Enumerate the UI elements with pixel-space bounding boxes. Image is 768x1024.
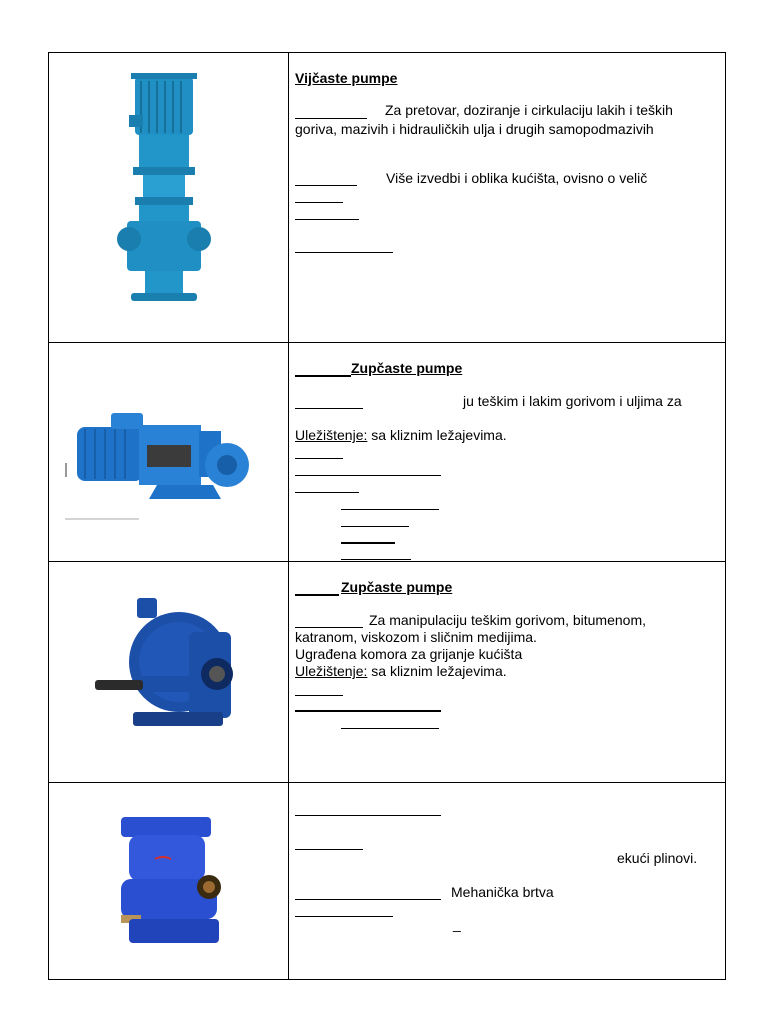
description-text: ekući plinovi. [617,850,698,866]
blank-line [295,849,363,850]
table-row [49,53,725,342]
section-title: Zupčaste pumpe [341,579,453,595]
screw-pump-image [49,53,288,342]
bearing-text [295,427,507,443]
description-text: Za pretovar, doziranje i cirkulaciju lakih i teških [385,102,673,118]
description-text: ju teškim i lakim gorivom i uljima za [463,393,682,409]
blank-line [341,526,409,527]
description-text: katranom, viskozom i sličnim medijima. [295,629,537,645]
pump-table [48,52,726,980]
text-cell [289,562,725,782]
bearing-label: Uležištenje: [295,427,368,443]
blank-line [295,899,441,900]
blank-line [295,627,363,628]
blank-line [295,916,393,917]
blank-line [295,252,393,253]
image-cell [49,53,289,342]
blank-line [341,509,439,510]
bearing-label: Uležištenje: [295,663,368,679]
blank-line [295,202,343,203]
table-row [49,342,725,561]
blank-line [295,710,441,712]
blank-line [341,559,411,560]
blank-line [295,458,343,459]
gear-pump-image [49,343,288,562]
description-text: Ugrađena komora za grijanje kućišta [295,646,523,662]
bearing-value: sa kliznim ležajevima. [367,427,507,443]
table-row [49,561,725,782]
blank-line [295,492,359,493]
image-cell [49,343,289,561]
gear-pump-heated-image [49,562,288,783]
blank-line [295,695,343,696]
dash-mark: _ [453,916,461,932]
description-text: Za manipulaciju teškim gorivom, bitumenom, [369,612,646,628]
section-title: Zupčaste pumpe [351,360,463,376]
description-text: Mehanička brtva [451,884,554,900]
blank-line [295,118,367,119]
text-cell [289,53,725,342]
image-cell [49,783,289,979]
description-text: Više izvedbi i oblika kućišta, ovisno o velič [386,170,648,186]
section-title: Vijčaste pumpe [295,70,398,86]
bearing-text [295,663,507,679]
blank-line [295,475,441,476]
gear-pump-gas-image [49,783,288,980]
blank-line [295,815,441,816]
blank-line [295,219,359,220]
description-text: goriva, mazivih i hidrauličkih ulja i drugih samopodmazivih [295,121,654,137]
blank-line [295,375,351,377]
table-row [49,782,725,979]
image-cell [49,562,289,782]
bearing-value: sa kliznim ležajevima. [367,663,507,679]
blank-line [341,728,439,729]
text-cell [289,783,725,979]
blank-line [295,185,357,186]
blank-line [295,594,339,596]
blank-line [341,542,395,544]
text-cell [289,343,725,561]
blank-line [295,408,363,409]
